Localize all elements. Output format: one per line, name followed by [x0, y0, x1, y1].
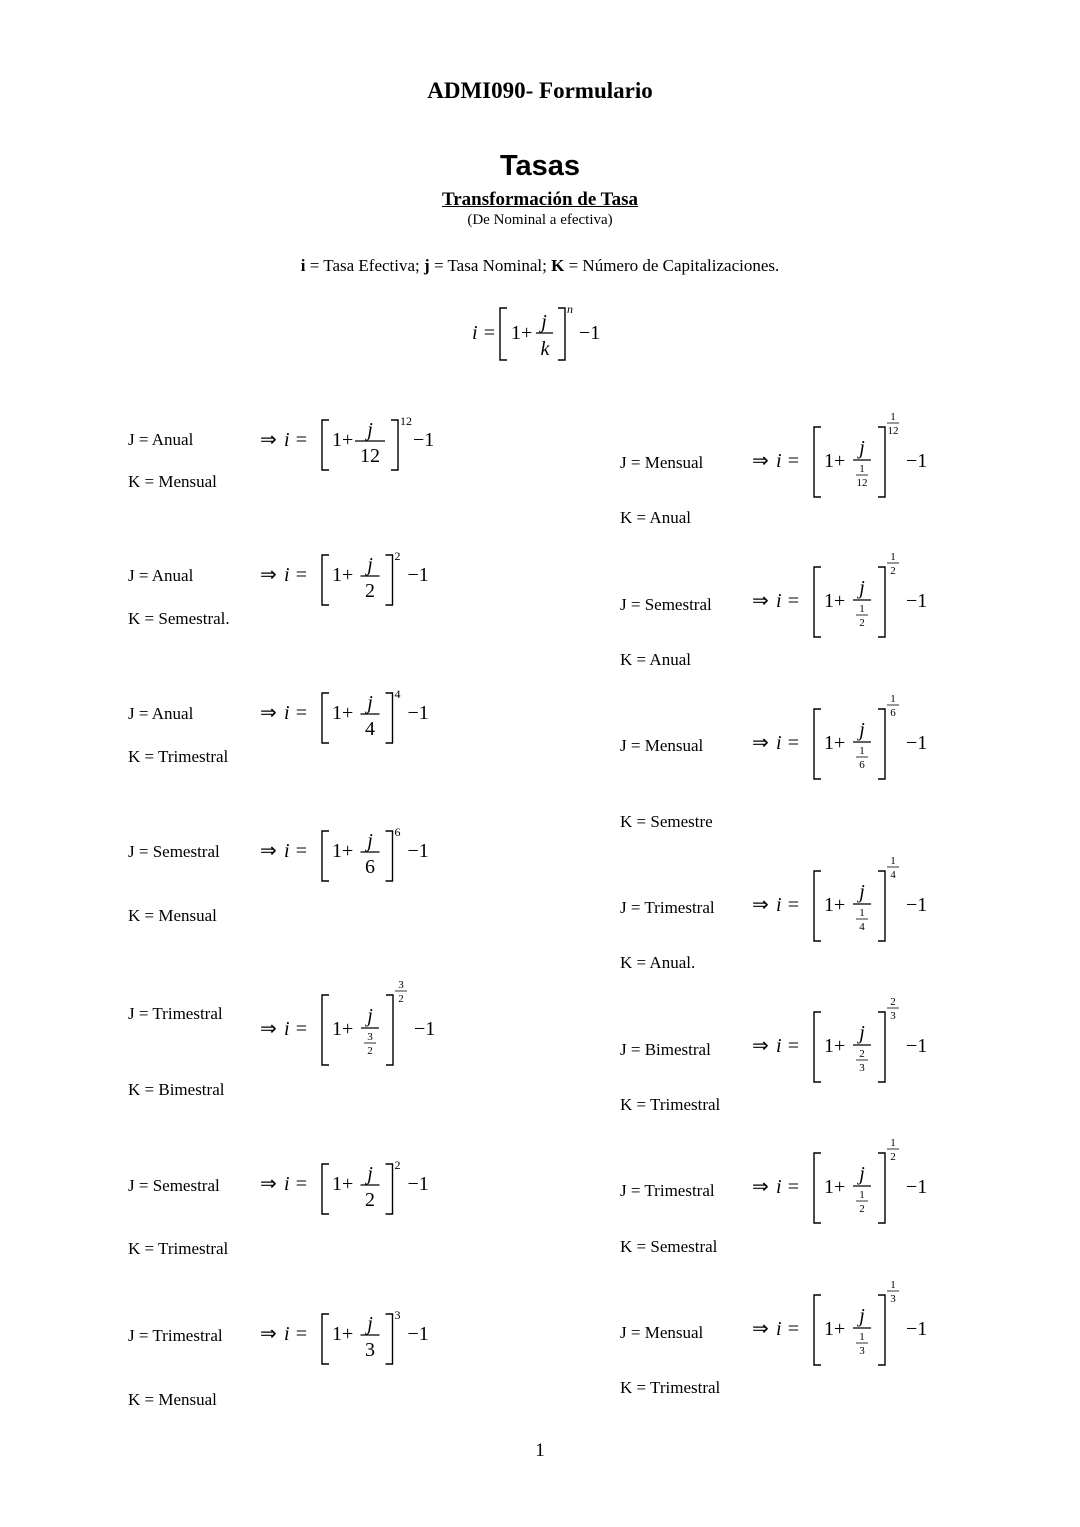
right-case-k-label: K = Trimestral	[620, 1095, 721, 1114]
den-denominator: 6	[859, 759, 865, 771]
formula-one-plus: 1+	[824, 1035, 846, 1057]
formula-one-plus: 1+	[332, 429, 354, 451]
subtitle	[0, 189, 1080, 211]
left-case-j-label: J = Anual	[128, 566, 194, 585]
formula-tail: −1	[906, 732, 928, 754]
formula-exponent: 6	[394, 825, 401, 839]
formula-tail: −1	[407, 840, 429, 862]
formula-lhs: i =	[776, 1176, 801, 1198]
den-numerator: 1	[859, 745, 865, 757]
formula-tail: −1	[906, 1176, 928, 1198]
formula-tail: −1	[407, 702, 429, 724]
formula-denominator: 2	[365, 1189, 375, 1211]
implies-arrow: ⇒	[752, 590, 769, 612]
exp-denominator: 3	[890, 1010, 896, 1022]
formula-one-plus: 1+	[332, 564, 354, 586]
exp-numerator: 1	[890, 551, 896, 563]
den-denominator: 3	[859, 1062, 865, 1074]
left-bracket	[814, 427, 821, 497]
right-case-j-label: J = Mensual	[620, 736, 704, 755]
formula-numerator: j	[367, 692, 373, 714]
left-bracket	[814, 1012, 821, 1082]
formula-lhs: i =	[776, 732, 801, 754]
formula-numerator: j	[859, 1305, 865, 1327]
formula-lhs: i =	[776, 450, 801, 472]
def-i-text: = Tasa Efectiva;	[305, 256, 425, 275]
formula-exponent: 2	[394, 549, 401, 563]
formula-lhs: i =	[284, 1018, 309, 1040]
implies-arrow: ⇒	[260, 1323, 277, 1345]
left-case-j-label: J = Anual	[128, 430, 194, 449]
left-bracket	[322, 555, 329, 605]
left-bracket	[814, 1153, 821, 1223]
den-numerator: 1	[859, 1331, 865, 1343]
formula-denominator: 3	[365, 1339, 375, 1361]
left-case-k-label: K = Trimestral	[128, 747, 229, 766]
main-formula-numerator: j	[541, 311, 547, 333]
formula-tail: −1	[906, 1318, 928, 1340]
den-denominator: 12	[856, 477, 868, 489]
left-bracket	[814, 709, 821, 779]
den-denominator: 2	[859, 617, 865, 629]
formula-numerator: j	[367, 1313, 373, 1335]
main-formula-lhs: i =	[472, 322, 497, 344]
formula-tail: −1	[407, 564, 429, 586]
formula-exponent: 2	[394, 1158, 401, 1172]
right-case-j-label: J = Mensual	[620, 1323, 704, 1342]
exp-numerator: 1	[890, 855, 896, 867]
exp-denominator: 2	[890, 1151, 896, 1163]
def-k-text: = Número de Capitalizaciones.	[564, 256, 780, 275]
implies-arrow: ⇒	[260, 840, 277, 862]
formula-one-plus: 1+	[824, 732, 846, 754]
definitions-line	[0, 256, 1080, 276]
formula-exponent: 4	[394, 687, 401, 701]
den-denominator: 4	[859, 921, 865, 933]
right-bracket	[878, 871, 885, 941]
left-case-j-label: J = Semestral	[128, 1176, 220, 1195]
implies-arrow: ⇒	[752, 732, 769, 754]
formula-one-plus: 1+	[824, 894, 846, 916]
right-case-j-label: J = Trimestral	[620, 898, 715, 917]
left-case-formula	[260, 683, 460, 747]
implies-arrow: ⇒	[752, 1176, 769, 1198]
formula-lhs: i =	[284, 1323, 309, 1345]
left-case-formula	[260, 410, 460, 474]
den-numerator: 1	[859, 1189, 865, 1201]
den-numerator: 1	[859, 463, 865, 475]
right-case-k-label: K = Semestre	[620, 812, 713, 831]
left-bracket	[322, 693, 329, 743]
main-formula-exponent: n	[567, 302, 573, 316]
formula-lhs: i =	[284, 429, 309, 451]
right-case-formula	[752, 550, 952, 640]
main-right-bracket	[558, 308, 565, 360]
formula-exponent: 12	[400, 414, 412, 428]
formula-lhs: i =	[284, 840, 309, 862]
section-title: Tasas	[499, 150, 581, 182]
def-j-symbol: j	[424, 256, 430, 275]
formula-numerator: j	[367, 830, 373, 852]
left-case-formula	[260, 821, 460, 885]
right-bracket	[878, 1295, 885, 1365]
right-case-k-label: K = Anual.	[620, 953, 696, 972]
formula-one-plus: 1+	[332, 840, 354, 862]
left-bracket	[814, 1295, 821, 1365]
left-bracket	[322, 1314, 329, 1364]
def-i-symbol: i	[300, 256, 306, 275]
formula-denominator: 12	[360, 445, 380, 467]
formula-one-plus: 1+	[332, 1018, 354, 1040]
right-case-formula	[752, 995, 952, 1085]
left-case-j-label: J = Trimestral	[128, 1004, 223, 1023]
formula-lhs: i =	[776, 1318, 801, 1340]
left-case-formula	[260, 978, 460, 1068]
right-bracket	[386, 995, 393, 1065]
right-bracket	[878, 567, 885, 637]
main-left-bracket	[500, 308, 507, 360]
right-case-j-label: J = Trimestral	[620, 1181, 715, 1200]
exp-numerator: 1	[890, 411, 896, 423]
formula-lhs: i =	[776, 894, 801, 916]
formula-tail: −1	[413, 429, 435, 451]
left-case-k-label: K = Mensual	[128, 906, 217, 925]
def-j-text: = Tasa Nominal;	[429, 256, 552, 275]
implies-arrow: ⇒	[260, 702, 277, 724]
right-bracket	[386, 1314, 393, 1364]
den-denominator: 2	[859, 1203, 865, 1215]
exp-denominator: 4	[890, 869, 896, 881]
implies-arrow: ⇒	[260, 429, 277, 451]
formula-one-plus: 1+	[332, 702, 354, 724]
left-case-j-label: J = Anual	[128, 704, 194, 723]
formula-lhs: i =	[284, 1173, 309, 1195]
den-numerator: 1	[859, 603, 865, 615]
den-numerator: 1	[859, 907, 865, 919]
right-bracket	[386, 1164, 393, 1214]
formula-tail: −1	[906, 450, 928, 472]
formula-one-plus: 1+	[332, 1323, 354, 1345]
formula-numerator: j	[367, 1005, 373, 1027]
formula-tail: −1	[414, 1018, 436, 1040]
formula-exponent: 3	[394, 1308, 401, 1322]
right-case-formula	[752, 1278, 952, 1368]
exp-denominator: 2	[890, 565, 896, 577]
formula-numerator: j	[367, 554, 373, 576]
formula-tail: −1	[906, 894, 928, 916]
left-bracket	[322, 995, 329, 1065]
formula-numerator: j	[859, 1022, 865, 1044]
formula-numerator: j	[859, 719, 865, 741]
left-case-j-label: J = Trimestral	[128, 1326, 223, 1345]
implies-arrow: ⇒	[260, 564, 277, 586]
implies-arrow: ⇒	[752, 1318, 769, 1340]
formula-numerator: j	[859, 881, 865, 903]
formula-tail: −1	[906, 590, 928, 612]
main-formula-one-plus: 1+	[511, 322, 533, 344]
formula-denominator: 2	[365, 580, 375, 602]
document-title: ADMI090- Formulario	[427, 78, 653, 103]
formula-denominator: 6	[365, 856, 375, 878]
right-case-j-label: J = Bimestral	[620, 1040, 711, 1059]
formula-tail: −1	[407, 1323, 429, 1345]
left-bracket	[322, 420, 329, 470]
right-case-formula	[752, 692, 952, 782]
left-case-j-label: J = Semestral	[128, 842, 220, 861]
implies-arrow: ⇒	[752, 894, 769, 916]
implies-arrow: ⇒	[260, 1018, 277, 1040]
left-case-k-label: K = Mensual	[128, 472, 217, 491]
page-number: 1	[535, 1440, 545, 1461]
formula-lhs: i =	[776, 1035, 801, 1057]
right-bracket	[386, 831, 393, 881]
exp-numerator: 1	[890, 1279, 896, 1291]
right-case-k-label: K = Trimestral	[620, 1378, 721, 1397]
main-formula	[462, 300, 622, 370]
formula-one-plus: 1+	[824, 1176, 846, 1198]
exp-numerator: 1	[890, 693, 896, 705]
formula-numerator: j	[859, 577, 865, 599]
right-bracket	[878, 709, 885, 779]
formula-one-plus: 1+	[824, 1318, 846, 1340]
left-bracket	[322, 1164, 329, 1214]
right-case-k-label: K = Anual	[620, 650, 691, 669]
den-numerator: 3	[367, 1031, 373, 1043]
exp-numerator: 1	[890, 1137, 896, 1149]
right-bracket	[878, 427, 885, 497]
left-bracket	[814, 871, 821, 941]
implies-arrow: ⇒	[752, 1035, 769, 1057]
left-case-formula	[260, 1304, 460, 1368]
exp-denominator: 6	[890, 707, 896, 719]
right-case-j-label: J = Semestral	[620, 595, 712, 614]
formula-lhs: i =	[284, 564, 309, 586]
left-bracket	[322, 831, 329, 881]
right-bracket	[878, 1012, 885, 1082]
formula-numerator: j	[859, 437, 865, 459]
right-case-formula	[752, 410, 952, 500]
right-case-j-label: J = Mensual	[620, 453, 704, 472]
formula-numerator: j	[367, 419, 373, 441]
formula-tail: −1	[906, 1035, 928, 1057]
formula-tail: −1	[407, 1173, 429, 1195]
right-bracket	[386, 555, 393, 605]
right-case-k-label: K = Semestral	[620, 1237, 718, 1256]
formula-one-plus: 1+	[332, 1173, 354, 1195]
left-case-k-label: K = Trimestral	[128, 1239, 229, 1258]
subtitle-text: Transformación de Tasa	[441, 189, 638, 210]
right-bracket	[878, 1153, 885, 1223]
main-formula-denominator: k	[540, 338, 550, 360]
den-numerator: 2	[859, 1048, 865, 1060]
left-bracket	[814, 567, 821, 637]
subtitle-note: (De Nominal a efectiva)	[467, 212, 613, 228]
left-case-formula	[260, 1154, 460, 1218]
exp-denominator: 3	[890, 1293, 896, 1305]
exp-numerator: 2	[890, 996, 896, 1008]
formula-numerator: j	[859, 1163, 865, 1185]
formula-one-plus: 1+	[824, 590, 846, 612]
left-case-k-label: K = Semestral.	[128, 609, 230, 628]
right-case-formula	[752, 1136, 952, 1226]
implies-arrow: ⇒	[752, 450, 769, 472]
exp-denominator: 2	[398, 993, 404, 1005]
right-bracket	[386, 693, 393, 743]
formula-one-plus: 1+	[824, 450, 846, 472]
right-case-formula	[752, 854, 952, 944]
formula-lhs: i =	[284, 702, 309, 724]
formula-lhs: i =	[776, 590, 801, 612]
formula-denominator: 4	[365, 718, 375, 740]
main-formula-tail: −1	[579, 322, 601, 344]
def-k-symbol: K	[551, 256, 565, 275]
left-case-formula	[260, 545, 460, 609]
den-denominator: 2	[367, 1045, 373, 1057]
implies-arrow: ⇒	[260, 1173, 277, 1195]
exp-numerator: 3	[398, 979, 404, 991]
formula-numerator: j	[367, 1163, 373, 1185]
right-case-k-label: K = Anual	[620, 508, 691, 527]
left-case-k-label: K = Mensual	[128, 1390, 217, 1409]
exp-denominator: 12	[887, 425, 899, 437]
right-bracket	[391, 420, 398, 470]
den-denominator: 3	[859, 1345, 865, 1357]
left-case-k-label: K = Bimestral	[128, 1080, 225, 1099]
